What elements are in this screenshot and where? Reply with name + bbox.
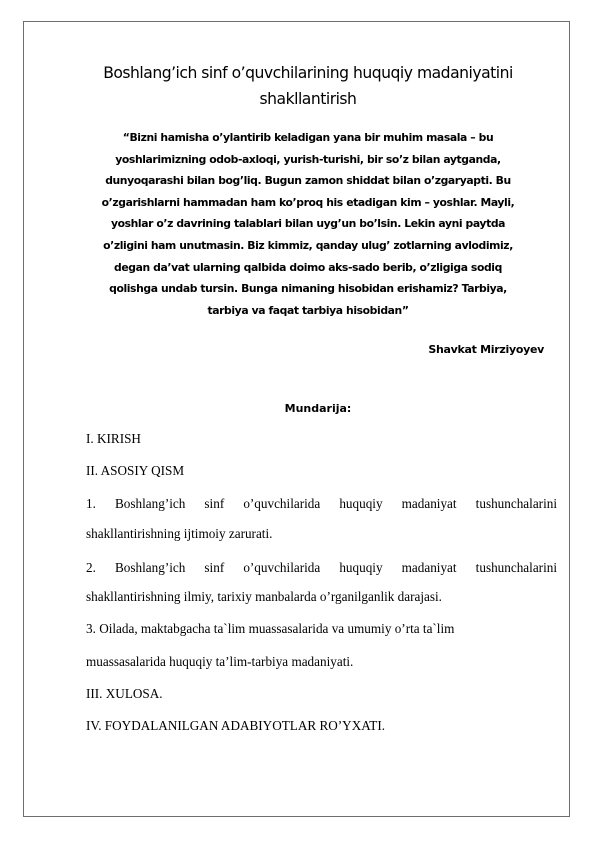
toc-item-1-line-1: 1. Boshlang’ich sinf o’quvchilarida huquqiy madaniyat tushunchalarini [86, 496, 557, 511]
toc-item-3-line-1: 3. Oilada, maktabgacha ta`lim muassasalarida va umumiy o’rta ta`lim [86, 621, 455, 636]
toc-item-2-line-1: 2. Boshlang’ich sinf o’quvchilarida huquqiy madaniyat tushunchalarini [86, 560, 557, 575]
toc-item-introduction: I. KIRISH [86, 431, 141, 446]
toc-item-references: IV. FOYDALANILGAN ADABIYOTLAR RO’YXATI. [86, 718, 386, 733]
toc-item-2-line-2: shakllantirishning ilmiy, tarixiy manbalarda o’rganilganlik darajasi. [86, 589, 442, 604]
document-title: Boshlang’ich sinf o’quvchilarining huquqiy madaniyatini shakllantirish [103, 64, 513, 108]
toc-item-main-part: II. ASOSIY QISM [86, 463, 185, 478]
toc-heading: Mundarija: [284, 402, 352, 415]
epigraph-quote: “Bizni hamisha o’ylantirib keladigan yana bir muhim masala – bu yoshlarimizning odob-axloqi, yurish-turishi, bir so’z bilan aytganda, dunyoqarashi bilan bog’liq. Bugun zamon shiddat bilan o’zgaryapti. Bu o’zgarishlarni hammadan ham ko’proq his etadigan kim – yoshlar. Mayli, yoshlar o’z davrining talablari bilan uyg’un bo’lsin. Lekin ayni paytda o’zligini ham unutmasin. Biz kimmiz, qanday ulug’ zotlarning avlodimiz, degan da’vat ularning qalbida doimo aks-sado berib, o’zligiga sodiq qolishga undab tursin. Bunga nimaning hisobidan erishamiz? Tarbiya, tarbiya va faqat tarbiya hisobidan” [101, 131, 515, 317]
toc-item-3-line-2: muassasalarida huquqiy ta’lim-tarbiya madaniyati. [86, 654, 354, 669]
toc-item-conclusion: III. XULOSA. [86, 686, 163, 701]
epigraph-author: Shavkat Mirziyoyev [428, 343, 544, 356]
toc-item-1-line-2: shakllantirishning ijtimoiy zarurati. [86, 526, 273, 541]
